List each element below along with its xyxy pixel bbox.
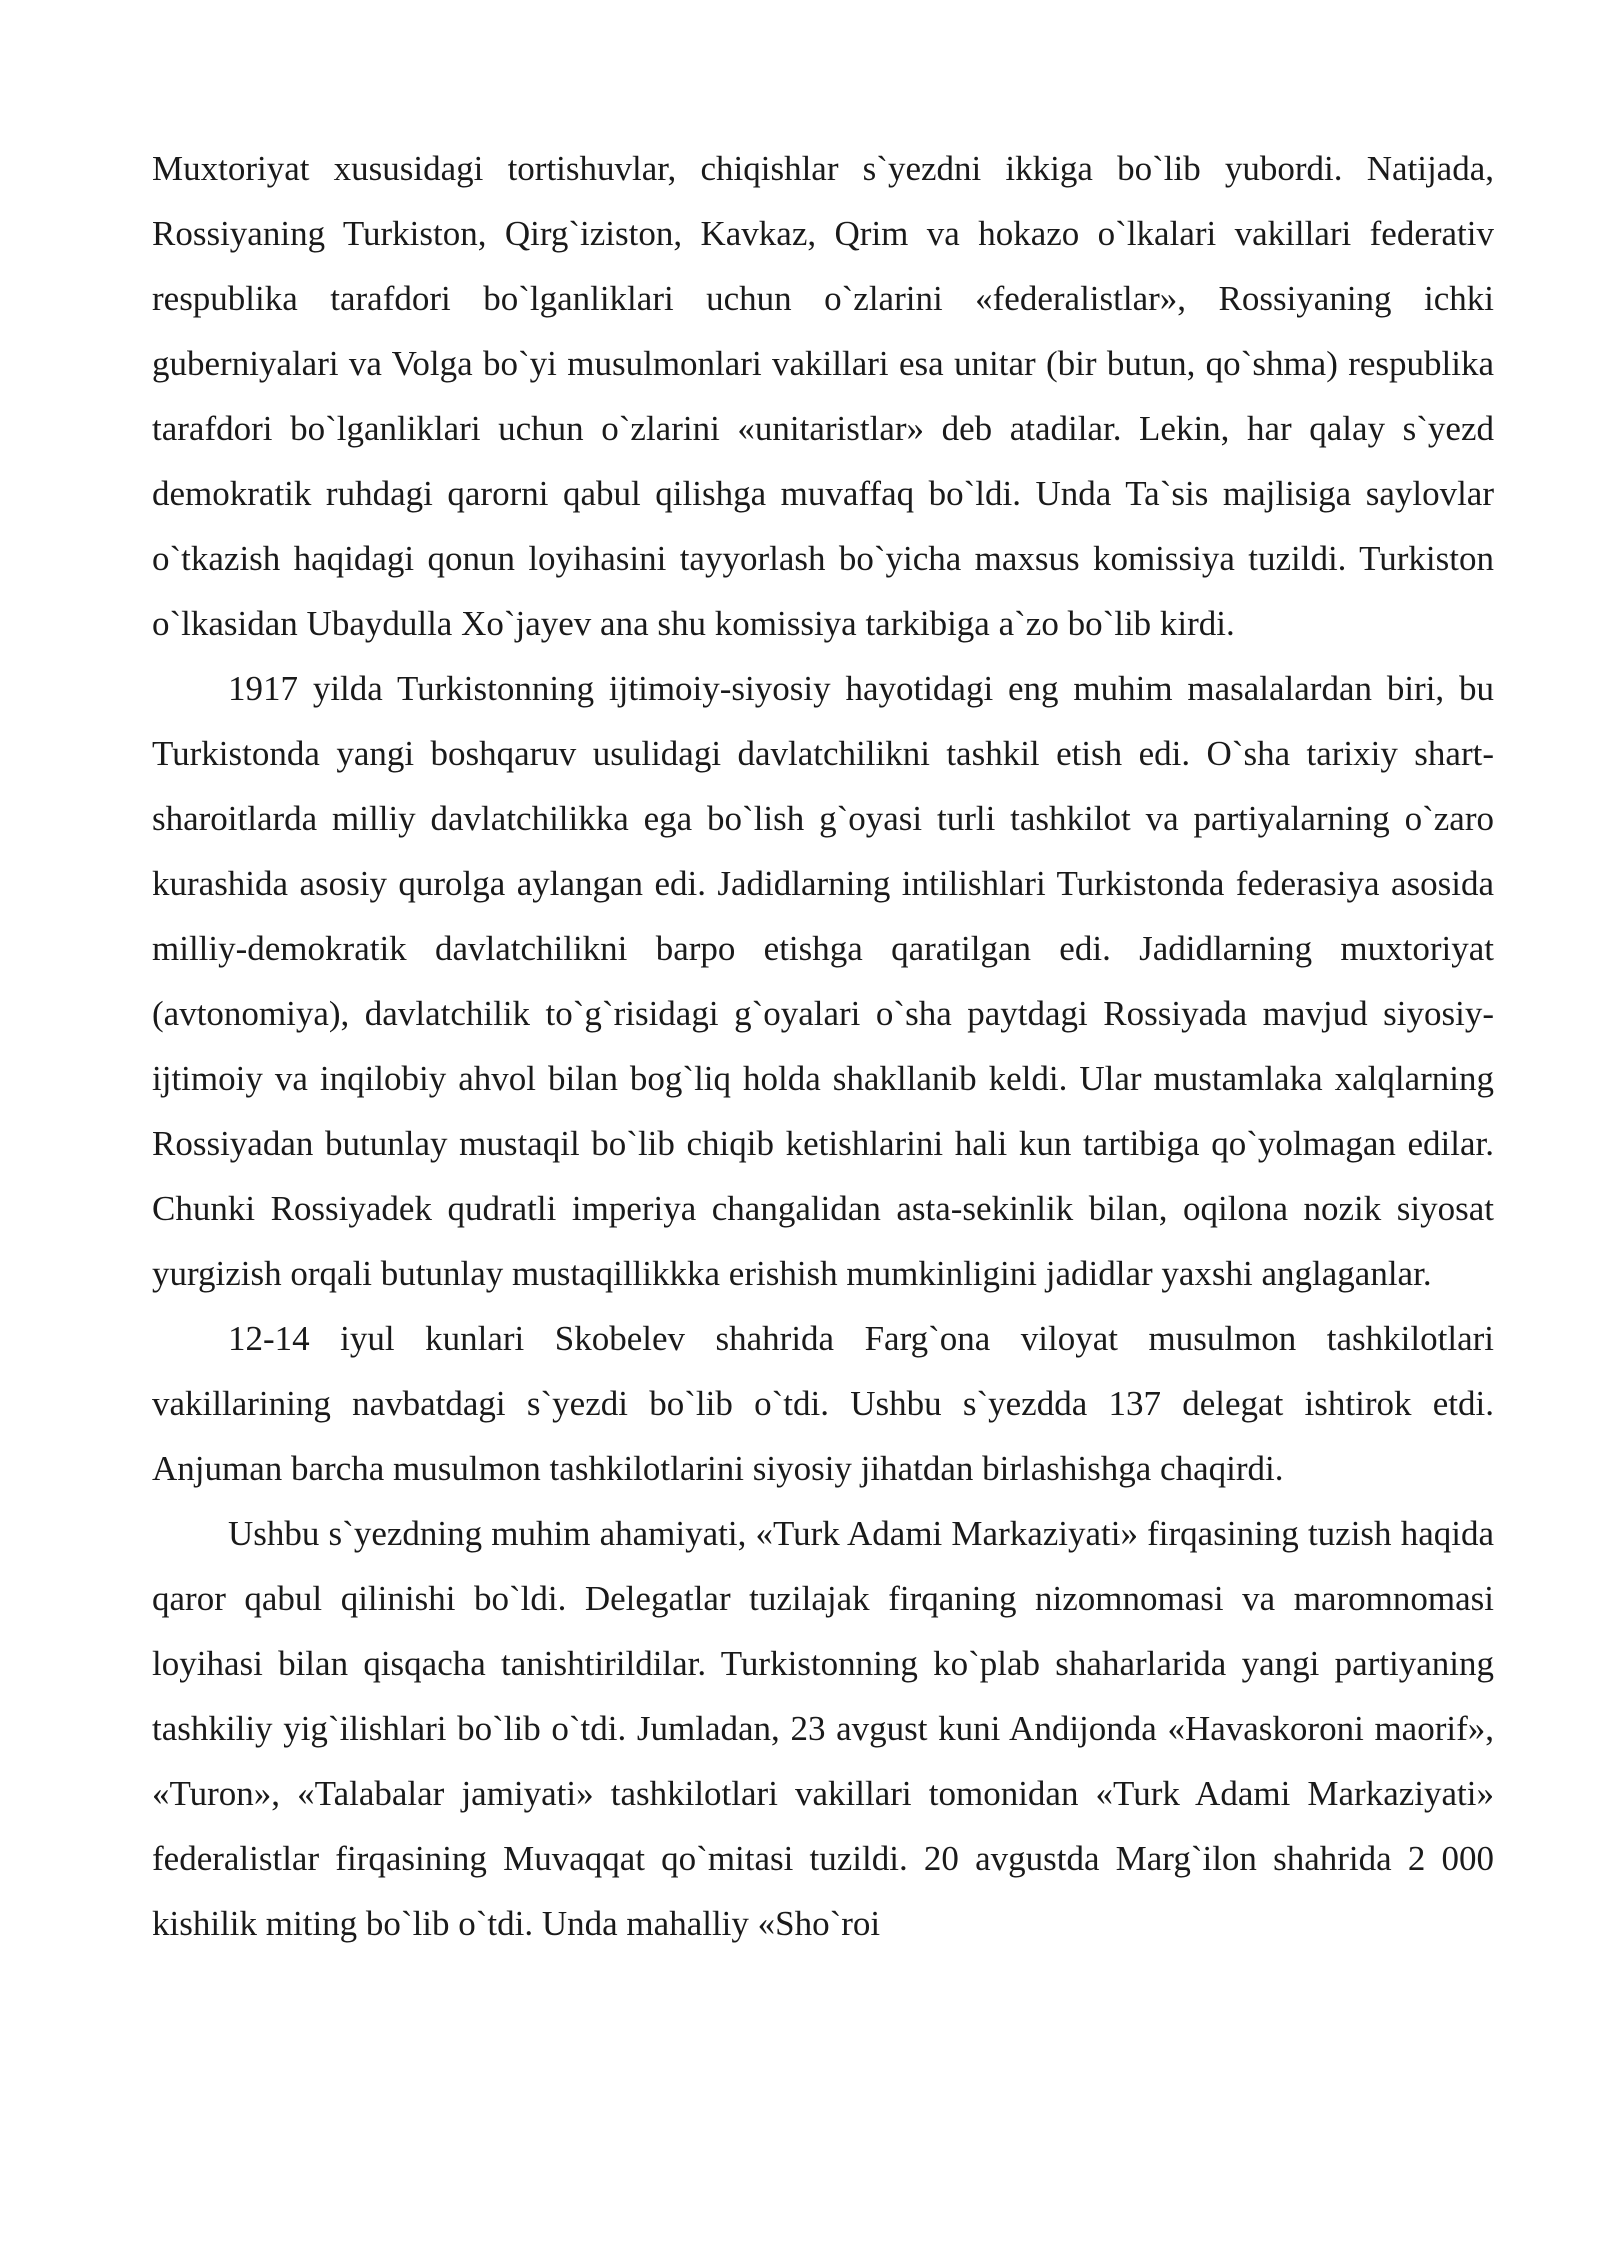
paragraph-2: 1917 yilda Turkistonning ijtimoiy-siyosiy hayotidagi eng muhim masalalardan biri, bu Turkistonda yangi boshqaruv usulidagi davlatchilikni tashkil etish edi. O`sha tarixiy shart-sharoitlarda milliy davlatchilikka ega bo`lish g`oyasi turli tashkilot va partiyalarning o`zaro kurashida asosiy qurolga aylangan edi. Jadidlarning intilishlari Turkistonda federasiya asosida milliy-demokratik davlatchilikni barpo etishga qaratilgan edi. Jadidlarning muxtoriyat (avtonomiya), davlatchilik to`g`risidagi g`oyalari o`sha paytdagi Rossiyada mavjud siyosiy-ijtimoiy va inqilobiy ahvol bilan bog`liq holda shakllanib keldi. Ular mustamlaka xalqlarning Rossiyadan butunlay mustaqil bo`lib chiqib ketishlarini hali kun tartibiga qo`yolmagan edilar. Chunki Rossiyadek qudratli imperiya changalidan asta-sekinlik bilan, oqilona nozik siyosat yurgizish orqali butunlay mustaqillikkka erishish mumkinligini jadidlar yaxshi anglaganlar. — [152, 669, 1494, 1293]
paragraph-4: Ushbu s`yezdning muhim ahamiyati, «Turk Adami Markaziyati» firqasining tuzish haqida qaror qabul qilinishi bo`ldi. Delegatlar tuzilajak firqaning nizomnomasi va maromnomasi loyihasi bilan qisqacha tanishtirildilar. Turkistonning ko`plab shaharlarida yangi partiyaning tashkiliy yig`ilishlari bo`lib o`tdi. Jumladan, 23 avgust kuni Andijonda «Havaskoroni maorif», «Turon», «Talabalar jamiyati» tashkilotlari vakillari tomonidan «Turk Adami Markaziyati» federalistlar firqasining Muvaqqat qo`mitasi tuzildi. 20 avgustda Marg`ilon shahrida 2 000 kishilik miting bo`lib o`tdi. Unda mahalliy «Sho`roi — [152, 1514, 1494, 1943]
document-page — [152, 136, 1494, 1956]
paragraph-1: Muxtoriyat xususidagi tortishuvlar, chiqishlar s`yezdni ikkiga bo`lib yubordi. Natijada, Rossiyaning Turkiston, Qirg`iziston, Kavkaz, Qrim va hokazo o`lkalari vakillari federativ respublika tarafdori bo`lganliklari uchun o`zlarini «federalistlar», Rossiyaning ichki guberniyalari va Volga bo`yi musulmonlari vakillari esa unitar (bir butun, qo`shma) respublika tarafdori bo`lganliklari uchun o`zlarini «unitaristlar» deb atadilar. Lekin, har qalay s`yezd demokratik ruhdagi qarorni qabul qilishga muvaffaq bo`ldi. Unda Ta`sis majlisiga saylovlar o`tkazish haqidagi qonun loyihasini tayyorlash bo`yicha maxsus komissiya tuzildi. Turkiston o`lkasidan Ubaydulla Xo`jayev ana shu komissiya tarkibiga a`zo bo`lib kirdi. — [152, 149, 1494, 643]
paragraph-3: 12-14 iyul kunlari Skobelev shahrida Farg`ona viloyat musulmon tashkilotlari vakillarining navbatdagi s`yezdi bo`lib o`tdi. Ushbu s`yezdda 137 delegat ishtirok etdi. Anjuman barcha musulmon tashkilotlarini siyosiy jihatdan birlashishga chaqirdi. — [152, 1319, 1494, 1488]
